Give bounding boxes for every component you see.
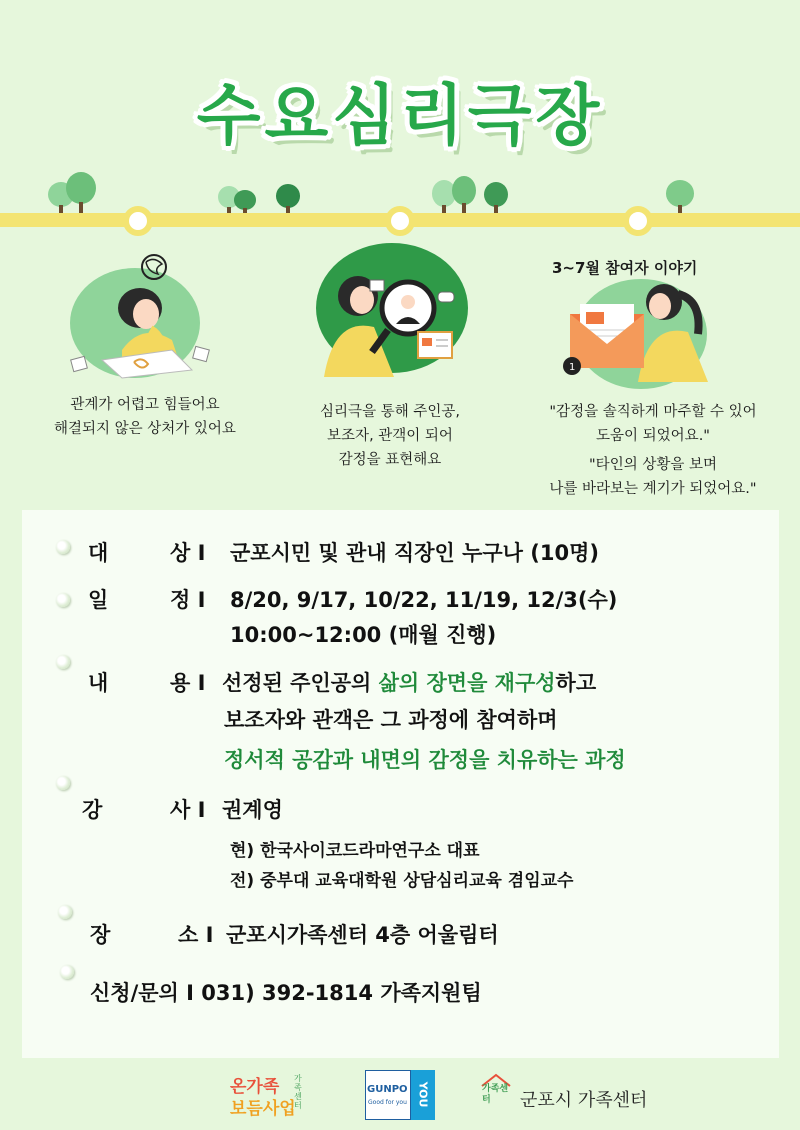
content-label-b: 용 I xyxy=(170,671,206,695)
content-row-3 xyxy=(224,745,626,775)
magnifier-person-illustration xyxy=(310,262,470,377)
lecturer-former-row xyxy=(230,866,573,896)
contact-label: 신청/문의 I xyxy=(90,981,194,1005)
place-label-b: 소 I xyxy=(178,923,214,947)
onfamily-logo-tag: 가족센터 xyxy=(294,1074,302,1110)
timeline-dot-2 xyxy=(385,206,415,236)
bullet-icon xyxy=(56,776,70,790)
content-label-a: 내 xyxy=(88,671,109,695)
bullet-icon xyxy=(56,540,70,554)
lecturer-label-a: 강 xyxy=(82,798,103,822)
tree-icon xyxy=(452,176,476,218)
schedule-value1: 8/20, 9/17, 10/22, 11/19, 12/3(수) xyxy=(230,588,618,612)
place-value: 군포시가족센터 4층 어울림터 xyxy=(226,923,499,947)
gunpo-logo-sub: Good for you xyxy=(368,1099,407,1106)
content-value1-highlight: 삶의 장면을 재구성 xyxy=(378,671,556,695)
poster-title: 수요심리극장 xyxy=(196,77,604,154)
bullet-icon xyxy=(58,905,72,919)
lecturer-label-b: 사 I xyxy=(170,798,206,822)
step3-quote1-line1: "감정을 솔직하게 마주할 수 있어 xyxy=(549,404,757,420)
step3-quote1-line2: 도움이 되었어요." xyxy=(596,428,710,444)
gunpo-logo-main: GUNPO xyxy=(367,1084,408,1095)
content-value3: 정서적 공감과 내면의 감정을 치유하는 과정 xyxy=(224,748,626,772)
schedule-row-2 xyxy=(230,620,496,650)
target-row xyxy=(88,538,599,568)
onfamily-logo-line2: 보듬사업 xyxy=(230,1099,296,1119)
gunpo-you-logo xyxy=(365,1070,435,1120)
bullet-icon xyxy=(56,593,70,607)
step3-quote1 xyxy=(513,400,793,448)
worried-person-illustration xyxy=(62,240,222,380)
step1-line1: 관계가 어렵고 힘들어요 xyxy=(70,397,220,413)
content-value1-post: 하고 xyxy=(555,671,597,695)
step3-quote2 xyxy=(513,453,793,501)
schedule-row xyxy=(88,585,617,615)
step3-quote2-line2: 나를 바라보는 계기가 되었어요." xyxy=(549,481,757,497)
target-label-b: 상 I xyxy=(170,541,206,565)
step3-quote2-line1: "타인의 상황을 보며 xyxy=(589,457,717,473)
bullet-icon xyxy=(60,965,74,979)
target-label-a: 대 xyxy=(88,541,109,565)
content-row xyxy=(88,668,596,698)
content-value1-pre: 선정된 주인공의 xyxy=(222,671,379,695)
tree-icon xyxy=(66,172,96,218)
schedule-label-b: 정 I xyxy=(170,588,206,612)
gunpo-logo-side: YOU xyxy=(416,1081,430,1108)
bullet-icon xyxy=(56,655,70,669)
family-center-icon-text: 가족센터 xyxy=(482,1084,509,1105)
content-row-2 xyxy=(224,705,558,735)
place-label-a: 장 xyxy=(90,923,111,947)
lecturer-name: 권계영 xyxy=(222,798,283,822)
content-value2: 보조자와 관객은 그 과정에 참여하며 xyxy=(224,708,558,732)
target-value: 군포시민 및 관내 직장인 누구나 (10명) xyxy=(230,541,599,565)
step3-heading: 3~7월 참여자 이야기 xyxy=(552,259,698,277)
lecturer-former: 전) 중부대 교육대학원 상담심리교육 겸임교수 xyxy=(230,871,574,891)
step2-caption xyxy=(280,400,500,472)
schedule-label-a: 일 xyxy=(88,588,109,612)
onfamily-logo-line1: 온가족 xyxy=(230,1077,280,1097)
step1-line2: 해결되지 않은 상처가 있어요 xyxy=(54,421,236,437)
step2-line3: 감정을 표현해요 xyxy=(338,452,442,468)
lecturer-row xyxy=(82,795,283,825)
step2-line1: 심리극을 통해 주인공, xyxy=(320,404,460,420)
timeline-dot-3 xyxy=(623,206,653,236)
place-row xyxy=(90,920,499,950)
lecturer-current-row xyxy=(230,836,480,866)
schedule-value2: 10:00~12:00 (매월 진행) xyxy=(230,623,497,647)
contact-row xyxy=(90,978,482,1008)
timeline-dot-1 xyxy=(123,206,153,236)
contact-value: 031) 392-1814 가족지원팀 xyxy=(201,981,482,1005)
family-center-name: 군포시 가족센터 xyxy=(520,1090,648,1111)
onfamily-logo xyxy=(230,1070,310,1118)
step2-line2: 보조자, 관객이 되어 xyxy=(327,428,453,444)
svg-text:1: 1 xyxy=(569,362,576,373)
letter-person-illustration xyxy=(560,282,730,382)
lecturer-current: 현) 한국사이코드라마연구소 대표 xyxy=(230,841,480,861)
step1-caption xyxy=(20,393,270,441)
